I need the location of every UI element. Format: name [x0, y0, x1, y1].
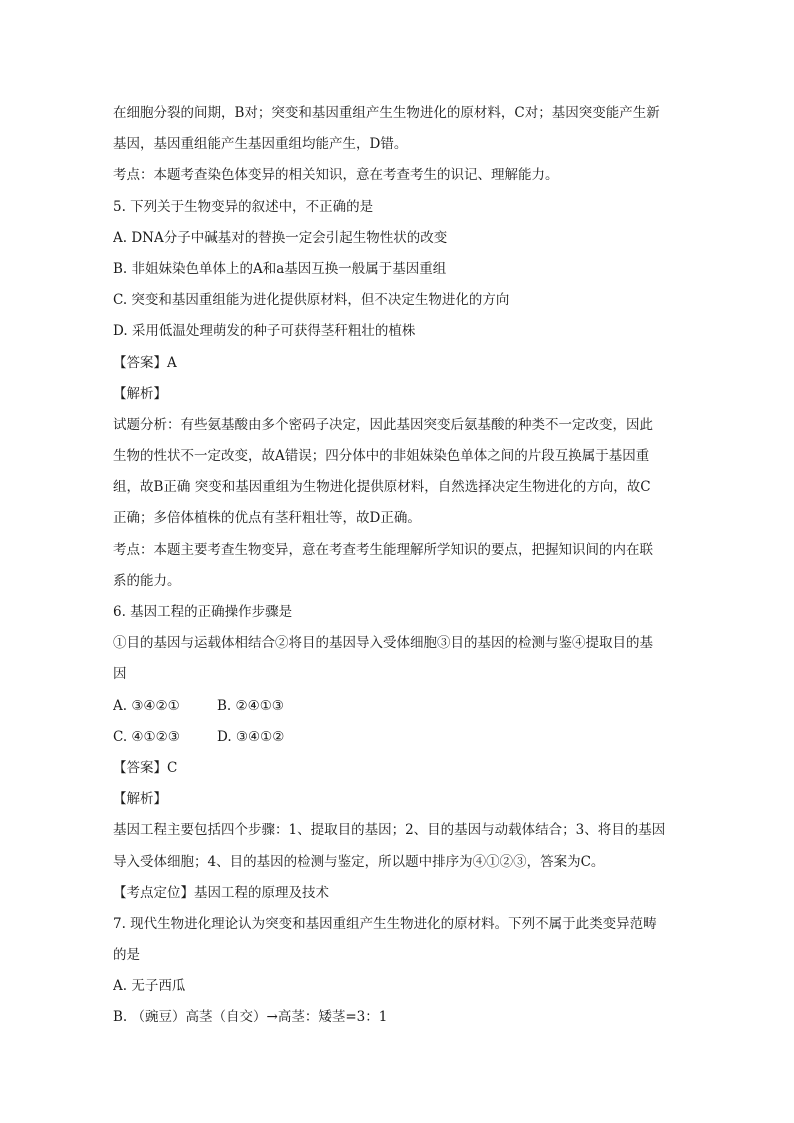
text-line: 在细胞分裂的间期，B对；突变和基因重组产生生物进化的原材料，C对；基因突变能产生新: [113, 105, 660, 121]
analysis-text: 导入受体细胞；4、目的基因的检测与鉴定，所以题中排序为④①②③，答案为C。: [113, 853, 605, 870]
question-6-option-a: A. ③④②①: [113, 697, 180, 714]
question-7-stem: 的是: [113, 947, 140, 964]
document-body: [113, 98, 688, 1034]
question-6-option-d: D. ③④①②: [217, 728, 285, 745]
analysis-text: 组，故B正确 突变和基因重组为生物进化提供原材料，自然选择决定生物进化的方向，故C: [113, 479, 651, 496]
exam-point-location: 【考点定位】基因工程的原理及技术: [113, 884, 329, 901]
question-6-steps: 因: [113, 666, 127, 683]
analysis-text: 正确；多倍体植株的优点有茎秆粗壮等，故D正确。: [113, 510, 421, 527]
text-line: 基因，基因重组能产生基因重组均能产生，D错。: [113, 136, 408, 153]
answer-label: 【答案】C: [113, 759, 178, 776]
question-7-option-b: B. （豌豆）高茎（自交）→高茎：矮茎=3：1: [113, 1009, 388, 1026]
question-6-option-b: B. ②④①③: [217, 697, 284, 714]
exam-point: 考点：本题主要考查生物变异，意在考查考生能理解所学知识的要点，把握知识间的内在联: [113, 541, 653, 558]
analysis-label: 【解析】: [113, 385, 167, 402]
question-7-stem: 7. 现代生物进化理论认为突变和基因重组产生生物进化的原材料。下列不属于此类变异范畴: [113, 915, 657, 932]
analysis-text: 生物的性状不一定改变，故A错误；四分体中的非姐妹染色单体之间的片段互换属于基因重: [113, 448, 650, 465]
question-6-options-row: [113, 722, 688, 753]
question-5-option-c: C. 突变和基因重组能为进化提供原材料，但不决定生物进化的方向: [113, 292, 510, 309]
question-5-stem: 5. 下列关于生物变异的叙述中，不正确的是: [113, 198, 374, 215]
analysis-text: 试题分析：有些氨基酸由多个密码子决定，因此基因突变后氨基酸的种类不一定改变，因此: [113, 416, 653, 433]
analysis-text: 基因工程主要包括四个步骤：1、提取目的基因；2、目的基因与动载体结合；3、将目的基因: [113, 822, 666, 839]
exam-point: 系的能力。: [113, 572, 181, 589]
question-5-option-b: B. 非姐妹染色单体上的A和a基因互换一般属于基因重组: [113, 260, 447, 277]
question-6-stem: 6. 基因工程的正确操作步骤是: [113, 604, 293, 620]
question-5-option-a: A. DNA分子中碱基对的替换一定会引起生物性状的改变: [113, 229, 448, 246]
question-6-steps: ①目的基因与运载体相结合②将目的基因导入受体细胞③目的基因的检测与鉴④提取目的基: [113, 635, 653, 652]
question-6-options-row: [113, 691, 688, 722]
analysis-label: 【解析】: [113, 791, 167, 808]
question-5-option-d: D. 采用低温处理萌发的种子可获得茎秆粗壮的植株: [113, 323, 416, 340]
answer-label: 【答案】A: [113, 354, 177, 371]
exam-point: 考点：本题考查染色体变异的相关知识，意在考查考生的识记、理解能力。: [113, 167, 559, 184]
question-6-option-c: C. ④①②③: [113, 728, 180, 745]
question-7-option-a: A. 无子西瓜: [113, 978, 186, 995]
